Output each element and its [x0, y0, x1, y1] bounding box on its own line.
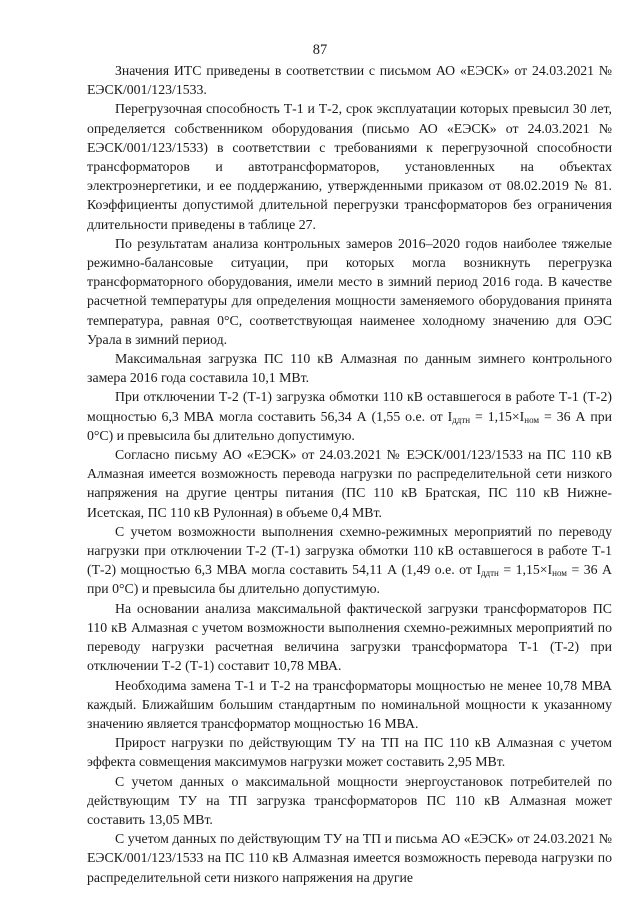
page-number: 87: [312, 42, 328, 58]
paragraph-load-transfer-letter: Согласно письму АО «ЕЭСК» от 24.03.2021 № ЕЭСК/001/123/1533 на ПС 110 кВ Алмазная имеется возможность перевода нагрузки по распределительной сети низкого напряжения на другие центры питания (ПС 110 кВ Братская, ПС 110 кВ Нижне-Исетская, ПС 110 кВ Рулонная) в объеме 0,4 МВт.: [87, 447, 612, 520]
paragraph-max-power: С учетом данных о максимальной мощности энергоустановок потребителей по действующим ТУ на ТП загрузка трансформаторов ПС 110 кВ Алмазная может составить 13,05 МВт.: [87, 773, 612, 827]
text-fragment: С учетом возможности выполнения схемно-режимных мероприятий по переводу нагрузки при отключении Т-2 (Т-1) загрузка обмотки 110 кВ оставшегося в работе Т-1 (Т-2) мощностью 6,3 МВА могла составить 54,11 А (1,49 о.е. от I: [87, 523, 612, 578]
paragraph-tu-data: С учетом данных по действующим ТУ на ТП и письма АО «ЕЭСК» от 24.03.2021 № ЕЭСК/001/123/1533 на ПС 110 кВ Алмазная имеется возможность перевода нагрузки по распределительной сети низкого напряжения на другие: [87, 831, 612, 885]
paragraph-calculated-load: На основании анализа максимальной фактической загрузки трансформаторов ПС 110 кВ Алмазная с учетом возможности выполнения схемно-режимных мероприятий по переводу нагрузки расчетная величина загрузки трансформатора Т-1 (Т-2) при отключении Т-2 (Т-1) составит 10,78 МВА.: [87, 600, 612, 674]
subscript-ddtn: ддтн: [452, 414, 471, 425]
paragraph-t2-disconnection: [87, 387, 612, 445]
paragraph-its-values: Значения ИТС приведены в соответствии с письмом АО «ЕЭСК» от 24.03.2021 № ЕЭСК/001/123/1533.: [87, 63, 612, 98]
paragraph-load-growth: Прирост нагрузки по действующим ТУ на ТП на ПС 110 кВ Алмазная с учетом эффекта совмещения максимумов нагрузки может составить 2,95 МВт.: [87, 735, 612, 770]
subscript-ddtn: ддтн: [480, 568, 499, 579]
text-fragment: = 1,15×I: [470, 408, 525, 424]
text-fragment: = 36 А при 0°С) и превысила бы длительно допустимую.: [87, 408, 612, 443]
body-text: [87, 61, 612, 887]
paragraph-with-measures: [87, 522, 612, 599]
paragraph-control-measurements: По результатам анализа контрольных замеров 2016–2020 годов наиболее тяжелые режимно-балансовые ситуации, при которых могла возникнуть перегрузка трансформаторного оборудования, имели место в зимний период 2016 года. В качестве расчетной температуры для определения мощности заменяемого оборудования принята температура, равная 0°С, соответствующая наименее холодному значению для ОЭС Урала в зимний период.: [87, 235, 612, 347]
paragraph-max-load: Максимальная загрузка ПС 110 кВ Алмазная по данным зимнего контрольного замера 2016 года составила 10,1 МВт.: [87, 351, 612, 386]
text-fragment: = 36 А при 0°С) и превысила бы длительно допустимую.: [87, 562, 612, 597]
subscript-nom: ном: [552, 568, 567, 579]
subscript-nom: ном: [524, 414, 540, 425]
paragraph-replacement: Необходима замена Т-1 и Т-2 на трансформаторы мощностью не менее 10,78 МВА каждый. Ближайшим большим стандартным по номинальной мощности к указанному значению является трансформатор мощностью 16 МВА.: [87, 677, 612, 731]
text-fragment: При отключении Т-2 (Т-1) загрузка обмотки 110 кВ оставшегося в работе Т-1 (Т-2) мощностью 6,3 МВА могла составить 56,34 А (1,55 о.е. от I: [87, 389, 612, 424]
text-fragment: = 1,15×I: [498, 562, 553, 578]
paragraph-overload-capacity: Перегрузочная способность Т-1 и Т-2, срок эксплуатации которых превысил 30 лет, определяется собственником оборудования (письмо АО «ЕЭСК» от 24.03.2021 № ЕЭСК/001/123/1533) в соответствии с требованиями к перегрузочной способности трансформаторов и автотрансформаторов, установленных на объектах электроэнергетики, и ее поддержанию, утвержденными приказом от 08.02.2019 № 81. Коэффициенты допустимой длительной перегрузки трансформаторов без ограничения длительности приведены в таблице 27.: [87, 101, 612, 232]
